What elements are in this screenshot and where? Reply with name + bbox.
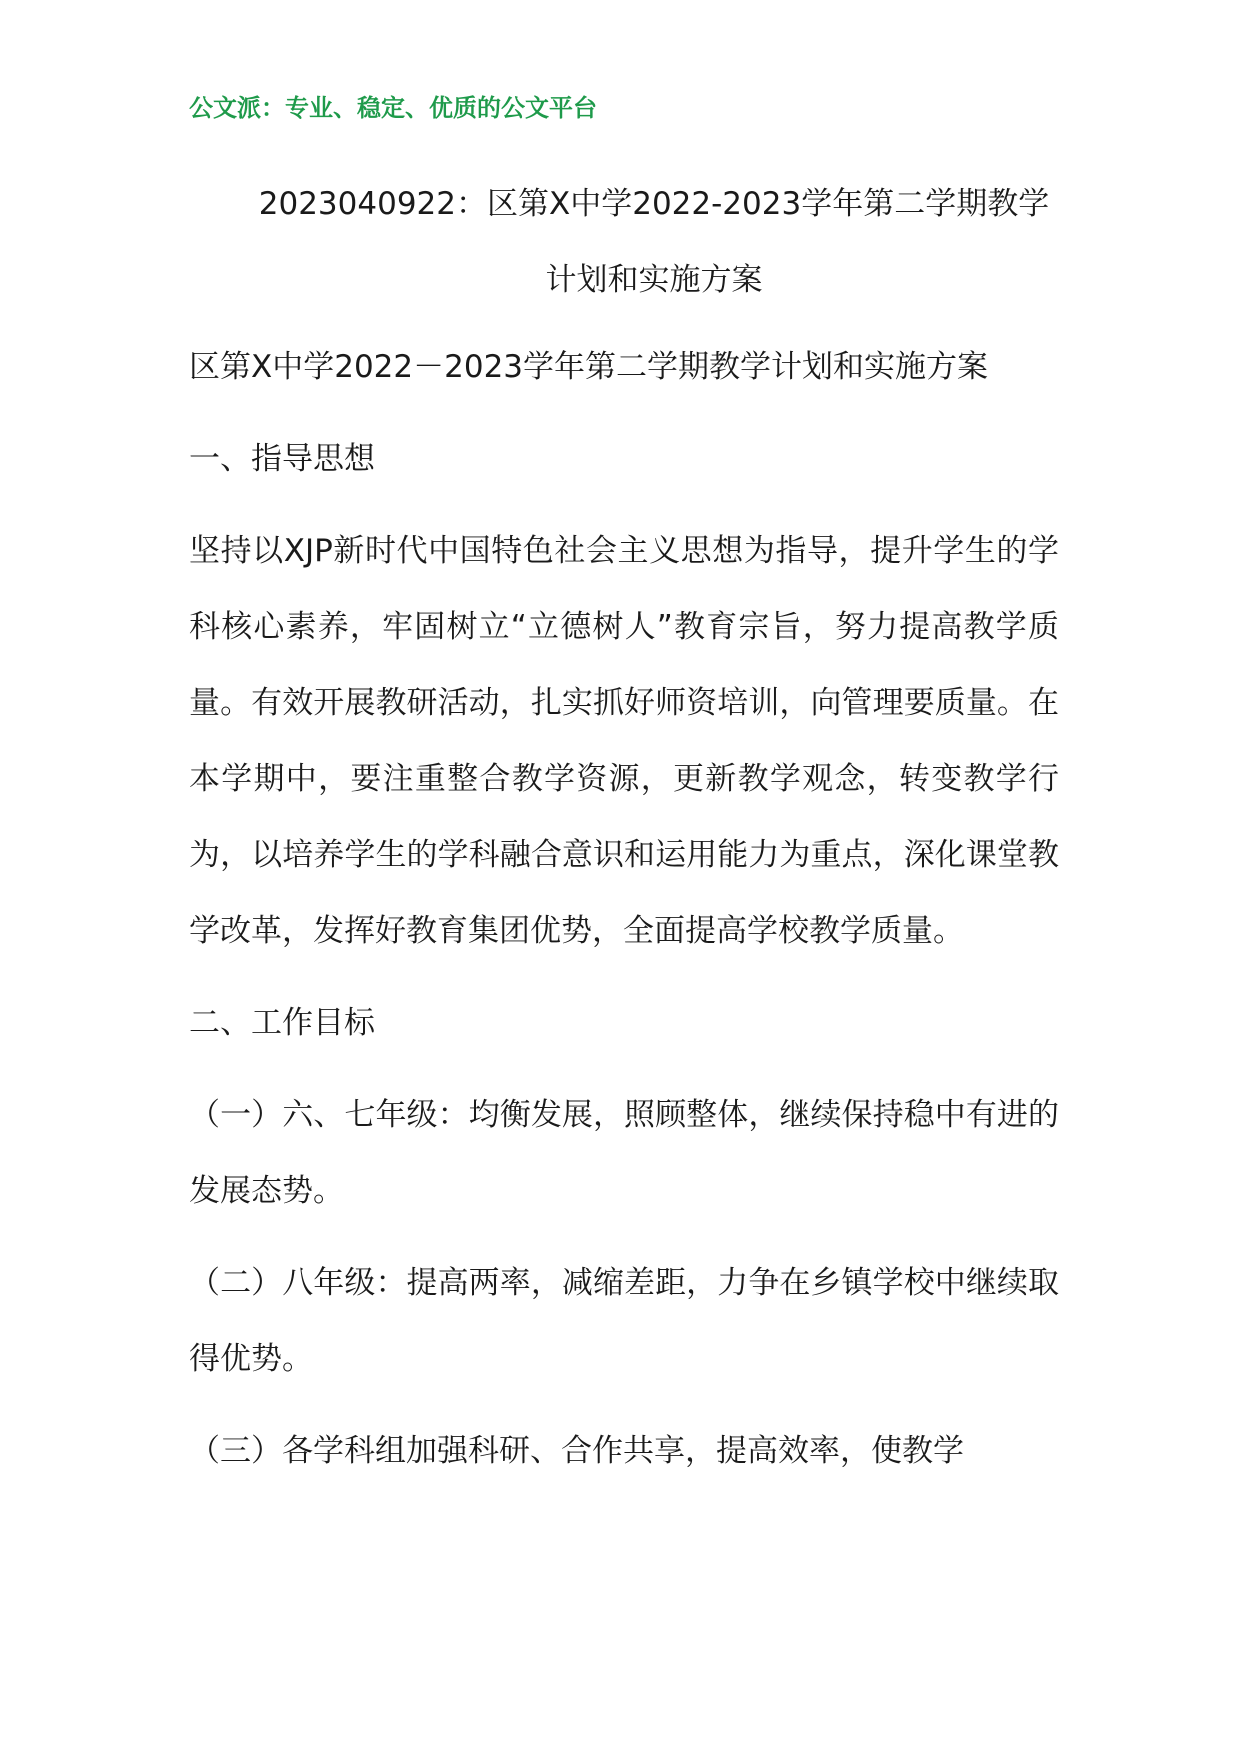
section-heading-work-goals: 二、工作目标 [189,1005,375,1041]
document-body [189,166,1059,1505]
goal-item-grade-6-7: （一）六、七年级：均衡发展，照顾整体，继续保持稳中有进的发展态势。 [189,1097,1059,1209]
document-title: 2023040922：区第X中学2022-2023学年第二学期教学计划和实施方案 [258,186,1050,298]
goal-item-subject-groups: （三）各学科组加强科研、合作共享，提高效率，使教学 [189,1433,964,1469]
watermark-header: 公文派：专业、稳定、优质的公文平台 [189,93,597,122]
section-heading-guiding-ideology: 一、指导思想 [189,441,375,477]
goal-item-grade-8: （二）八年级：提高两率，减缩差距，力争在乡镇学校中继续取得优势。 [189,1265,1059,1377]
section-body-guiding-ideology: 坚持以XJP新时代中国特色社会主义思想为指导，提升学生的学科核心素养，牢固树立“立德树人”教育宗旨，努力提高教学质量。有效开展教研活动，扎实抓好师资培训，向管理要质量。在本学期中，要注重整合教学资源，更新教学观念，转变教学行为，以培养学生的学科融合意识和运用能力为重点，深化课堂教学改革，发挥好教育集团优势，全面提高学校教学质量。 [189,533,1059,949]
document-subtitle: 区第X中学2022－2023学年第二学期教学计划和实施方案 [189,349,989,385]
